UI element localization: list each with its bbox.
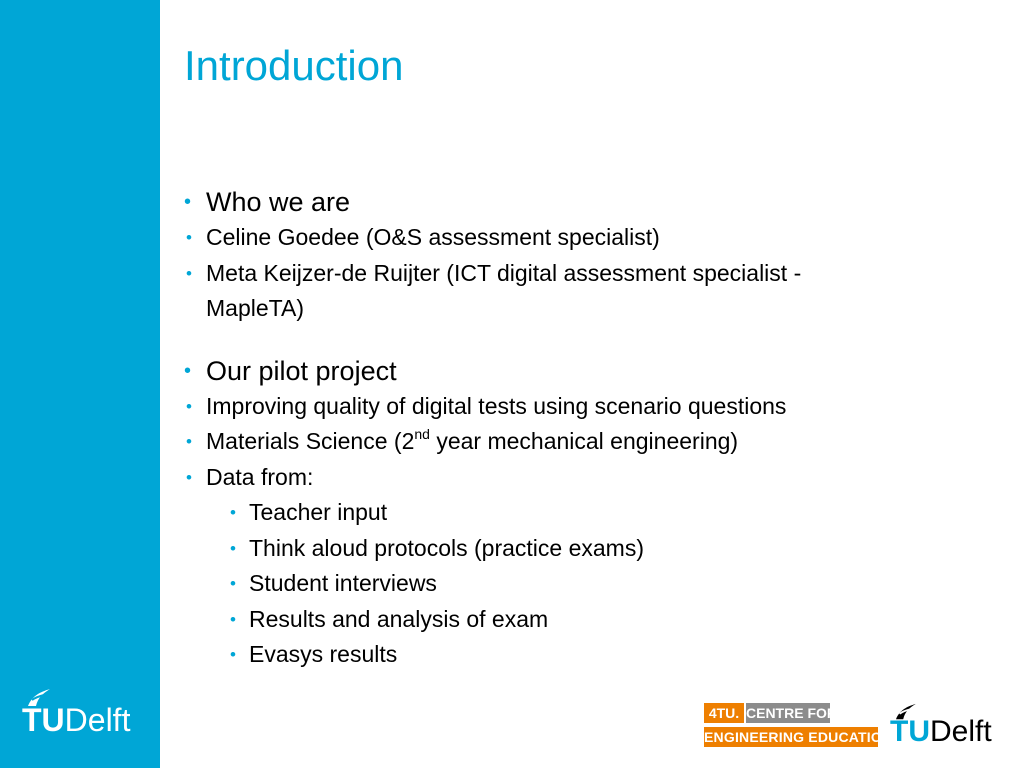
logo-4tu-label: 4TU. bbox=[704, 703, 744, 723]
logo-engineering-label: ENGINEERING EDUCATION bbox=[704, 729, 893, 745]
list-item-text: Materials Science (2 bbox=[206, 428, 415, 454]
bullet-heading: Who we are bbox=[206, 187, 351, 217]
logo-delft: Delft bbox=[930, 715, 992, 748]
superscript: nd bbox=[414, 426, 430, 442]
logo-centre-label: CENTRE FOR bbox=[746, 705, 837, 721]
list-item bbox=[164, 389, 984, 425]
4tu-centre-logo bbox=[704, 701, 893, 749]
list-item bbox=[164, 460, 984, 496]
list-item-text: Evasys results bbox=[249, 641, 398, 667]
sub-list-item bbox=[164, 566, 984, 602]
logo-delft: Delft bbox=[64, 702, 131, 738]
tudelft-logo-corner bbox=[890, 703, 1010, 751]
list-item-text: Think aloud protocols (practice exams) bbox=[249, 534, 644, 561]
list-item-text: Results and analysis of exam bbox=[249, 605, 549, 632]
list-item-text: Celine Goedee (O&S assessment specialist) bbox=[206, 224, 660, 250]
bullet-who-we-are bbox=[184, 184, 984, 327]
list-item-text: year mechanical engineering) bbox=[429, 428, 739, 454]
slide-title: Introduction bbox=[184, 42, 404, 89]
list-item-text: Student interviews bbox=[249, 570, 437, 596]
bullet-heading: Our pilot project bbox=[206, 355, 397, 386]
list-item-text: Improving quality of digital tests using scenario questions bbox=[206, 392, 787, 419]
list-item-text: MapleTA) bbox=[206, 295, 304, 321]
list-item-text: Data from: bbox=[206, 463, 314, 490]
slide-content bbox=[184, 184, 984, 673]
sub-list-item bbox=[164, 531, 984, 567]
list-item-text: Teacher input bbox=[249, 499, 388, 525]
list-item-text: Meta Keijzer-de Ruijter (ICT digital assessment specialist - bbox=[206, 259, 802, 286]
list-item bbox=[164, 424, 984, 460]
sub-list-item bbox=[164, 637, 984, 673]
sub-list-item bbox=[164, 495, 984, 531]
logo-tu: TU bbox=[890, 715, 930, 748]
bullet-pilot-project bbox=[184, 353, 984, 673]
tudelft-logo-sidebar bbox=[22, 688, 152, 742]
sidebar bbox=[0, 0, 160, 768]
sub-list-item bbox=[164, 602, 984, 638]
logo-tu: TU bbox=[22, 702, 65, 738]
list-item bbox=[164, 256, 984, 327]
list-item bbox=[164, 220, 984, 256]
